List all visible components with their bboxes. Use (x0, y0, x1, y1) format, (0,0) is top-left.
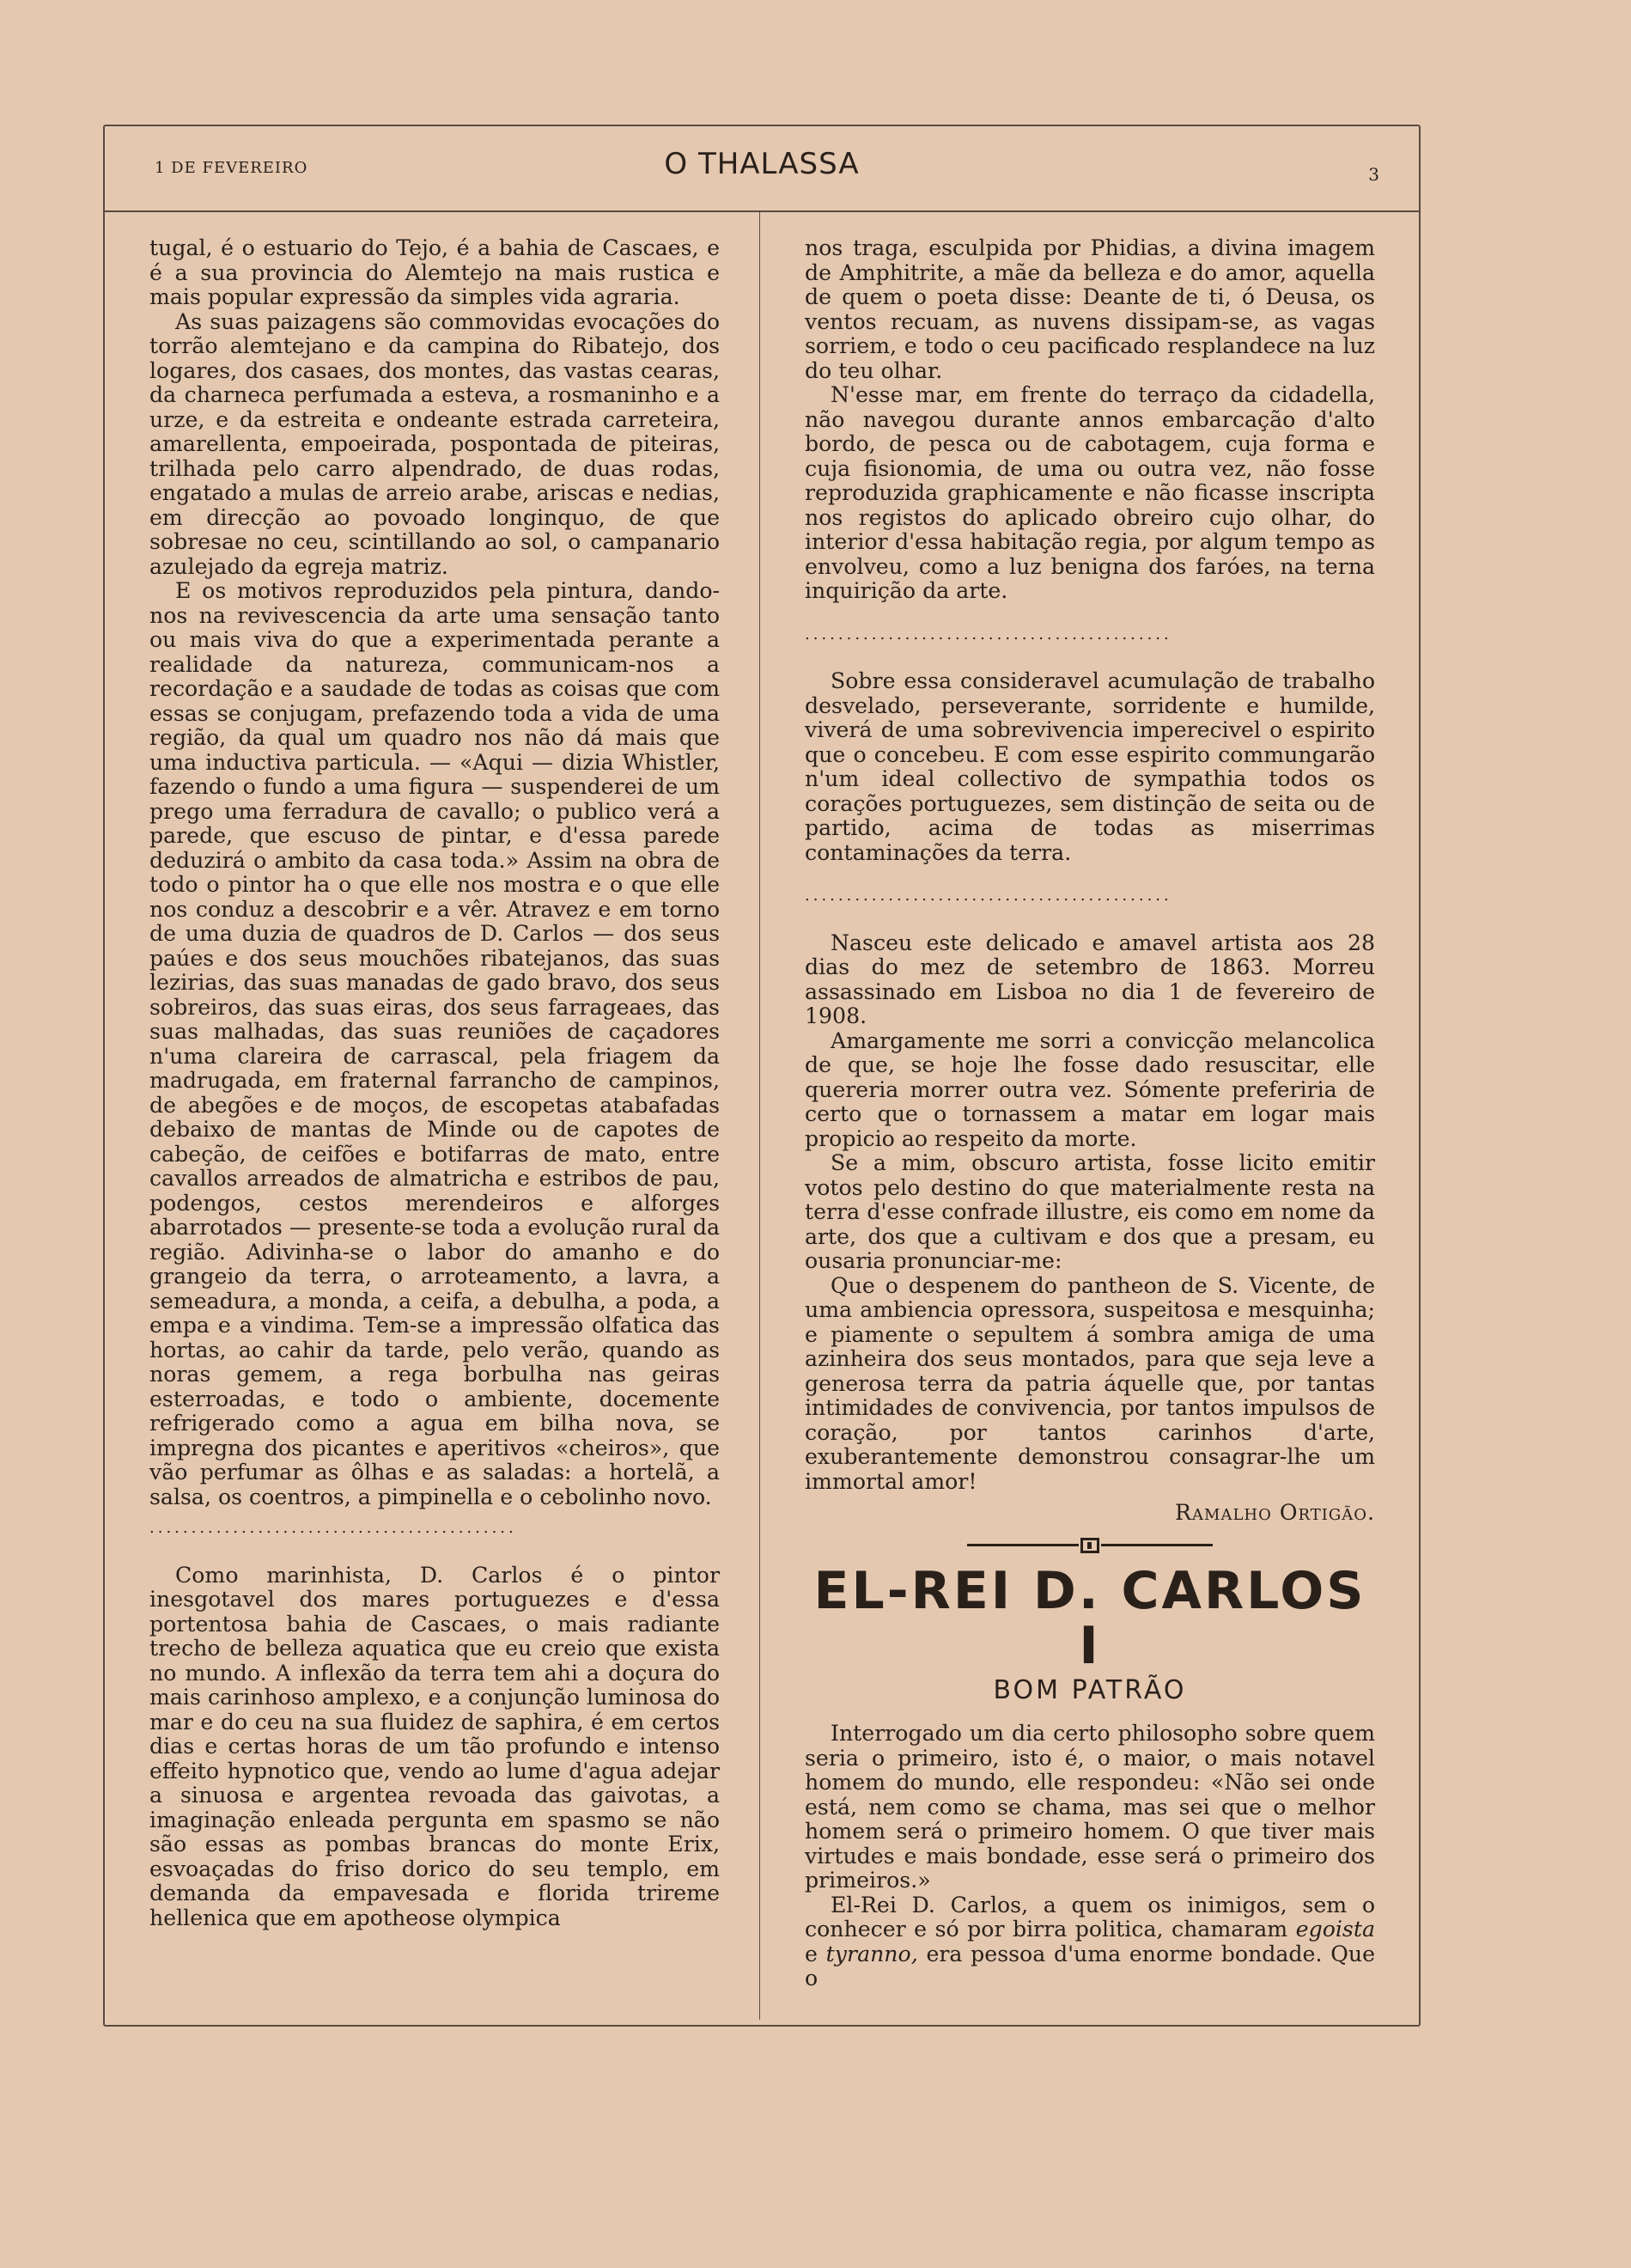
paragraph: Sobre essa consideravel acumulação de trabalho desvelado, perseverante, sorridente e humilde, viverá de uma sobrevivencia imperecivel o espirito que o concebeu. E com esse espirito commungarão n'um ideal collectivo de sympathia todos os corações portuguezes, sem distinção de seita ou de partido, acima de todas as miserrimas contaminações da terra. (805, 668, 1375, 865)
article-title: EL-REI D. CARLOS I (813, 1560, 1366, 1676)
paragraph: Se a mim, obscuro artista, fosse licito emitir votos pelo destino do que materialmente resta na terra d'esse confrade illustre, eis como em nome da arte, dos que a cultivam e dos que a presam, eu ousaria pronunciar-me: (805, 1150, 1375, 1273)
section-separator: ............................................ (805, 887, 1172, 905)
paragraph: Como marinhista, D. Carlos é o pintor inesgotavel dos mares portuguezes e d'essa portentosa bahia de Cascaes, o mais radiante trecho de belleza aquatica que eu creio que exista no mundo. A inflexão da terra tem ahi a doçura do mais carinhoso amplexo, e a conjunção luminosa do mar e do ceu na sua fluidez de saphira, é em certos dias e certas horas de um tão profundo e intenso effeito hypnotico que, vendo ao lume d'agua adejar a sinuosa e argentea revoada das gaivotas, a imaginação enleada pergunta em spasmo se não são essas as pombas brancas do monte Erix, esvoaçadas do friso dorico do seu templo, em demanda da empavesada e florida trireme hellenica que em apotheose olympica (149, 1562, 720, 1930)
ornament-knot-icon (1080, 1538, 1099, 1553)
paragraph: Nasceu este delicado e amavel artista aos 28 dias do mez de setembro de 1863. Morreu assassinado em Lisboa no dia 1 de fevereiro de 1908. (805, 930, 1375, 1028)
author-signature: Ramalho Ortigão. (1175, 1500, 1375, 1525)
paragraph (805, 1893, 1375, 1991)
column-divider (759, 212, 760, 2020)
text-run: El-Rei D. Carlos, a quem os inimigos, sem o conhecer e só por birra politica, chamaram (805, 1892, 1375, 1942)
paragraph: Que o despenem do pantheon de S. Vicente, de uma ambiencia opressora, suspeitosa e mesquinha; e piamente o sepultem á sombra amiga de uma azinheira dos seus montados, para que seja leve a generosa terra da patria áquelle que, por tantas intimidades de convivencia, por tantos impulsos de coração, por tantos carinhos d'arte, exuberantemente demonstrou consagrar-lhe um immortal amor! (805, 1272, 1375, 1494)
newspaper-title: O THALASSA (664, 147, 860, 181)
page-number: 3 (1368, 164, 1379, 185)
article-subtitle: BOM PATRÃO (993, 1674, 1187, 1705)
issue-date: 1 DE FEVEREIRO (155, 159, 308, 177)
left-column (149, 236, 720, 1930)
paragraph: N'esse mar, em frente do terraço da cidadella, não navegou durante annos embarcação d'alto bordo, de pesca ou de cabotagem, cuja forma e cuja fisionomia, de uma ou outra vez, não fosse reproduzida graphicamente e não ficasse inscripta nos registos do aplicado obreiro cujo olhar, do interior d'essa habitação regia, por algum tempo as envolveu, como a luz benigna dos faróes, na terna inquirição da arte. (805, 382, 1375, 603)
section-separator: ............................................ (149, 1519, 517, 1537)
paragraph: Interrogado um dia certo philosopho sobre quem seria o primeiro, isto é, o maior, o mais notavel homem do mundo, elle respondeu: «Não sei onde está, nem como se chama, mas sei que o melhor homem será o primeiro homem. O que tiver mais virtudes e mais bondade, esse será o primeiro dos primeiros.» (805, 1721, 1375, 1893)
text-run: e (805, 1941, 826, 1966)
paragraph: nos traga, esculpida por Phidias, a divina imagem de Amphitrite, a mãe da belleza e do amor, aquella de quem o poeta disse: Deante de ti, ó Deusa, os ventos recuam, as nuvens dissipam-se, as vagas sorriem, e todo o ceu pacificado resplandece na luz do teu olhar. (805, 235, 1375, 383)
ornament-divider (805, 1538, 1375, 1553)
ornament-bar (1101, 1544, 1213, 1546)
section-separator: ............................................ (805, 625, 1172, 643)
paragraph: tugal, é o estuario do Tejo, é a bahia de Cascaes, e é a sua provincia do Alemtejo na mais rustica e mais popular expressão da simples vida agraria. (149, 235, 720, 309)
page-frame (103, 125, 1421, 2027)
ornament-bar (967, 1544, 1079, 1546)
italic-word: egoista (1295, 1917, 1375, 1942)
text-run: era pessoa d'uma enorme bondade. Que o (805, 1941, 1375, 1991)
paragraph: As suas paizagens são commovidas evocações do torrão alemtejano e da campina do Ribatejo, dos logares, dos casaes, dos montes, das vastas cearas, da charneca perfumada a esteva, a rosmaninho e a urze, e da estreita e ondeante estrada carreteira, amarellenta, empoeirada, pospontada de piteiras, trilhada pelo carro alpendrado, de duas rodas, engatado a mulas de arreio arabe, ariscas e nedias, em direcção ao povoado longinquo, de que sobresae no ceu, scintillando ao sol, o campanario azulejado da egreja matriz. (149, 308, 720, 579)
right-column (805, 236, 1375, 1991)
paragraph: E os motivos reproduzidos pela pintura, dando-nos na revivescencia da arte uma sensação tanto ou mais viva do que a experimentada perante a realidade da natureza, communicam-nos a recordação e a saudade de todas as coisas que com essas se conjugam, prefazendo toda a vida de uma região, da qual um quadro nos não dá mais que uma inductiva particula. — «Aqui — dizia Whistler, fazendo o fundo a uma figura — suspenderei de um prego uma ferradura de cavallo; o publico verá a parede, que escuso de pintar, e d'essa parede deduzirá o ambito da casa toda.» Assim na obra de todo o pintor ha o que elle nos mostra e o que elle nos conduz a descobrir e a vêr. Atravez e em torno de uma duzia de quadros de D. Carlos — dos seus paúes e dos seus mouchões ribatejanos, das suas lezirias, das suas manadas de gado bravo, dos seus sobreiros, das suas eiras, dos seus farrageaes, das suas malhadas, das suas reuniões de caçadores n'uma clareira de carrascal, pela friagem da madrugada, em fraternal farrancho de campinos, de abegões e de moços, de escopetas atabafadas debaixo de mantas de Minde ou de capotes de cabeção, de ceifões e botifarras de mato, entre cavallos arreados de almatricha e estribos de pau, podengos, cestos merendeiros e alforges abarrotados — presente-se toda a evolução rural da região. Adivinha-se o labor do amanho e do grangeio da terra, o arroteamento, a lavra, a semeadura, a monda, a ceifa, a debulha, a poda, a empa e a vindima. Tem-se a impressão olfatica das hortas, ao cahir da tarde, pelo verão, quando as noras gemem, a rega borbulha nas geiras esterroadas, e todo o ambiente, docemente refrigerado como a agua em bilha nova, se impregna dos picantes e aperitivos «cheiros», que vão perfumar as ôlhas e as saladas: a hortelã, a salsa, os coentros, a pimpinella e o cebolinho novo. (149, 578, 720, 1509)
paragraph: Amargamente me sorri a convicção melancolica de que, se hoje lhe fosse dado resuscitar, elle quereria morrer outra vez. Sómente preferiria de certo que o tornassem a matar em logar mais propicio ao respeito da morte. (805, 1027, 1375, 1151)
italic-word: tyranno, (825, 1941, 918, 1966)
page-header (105, 126, 1419, 212)
